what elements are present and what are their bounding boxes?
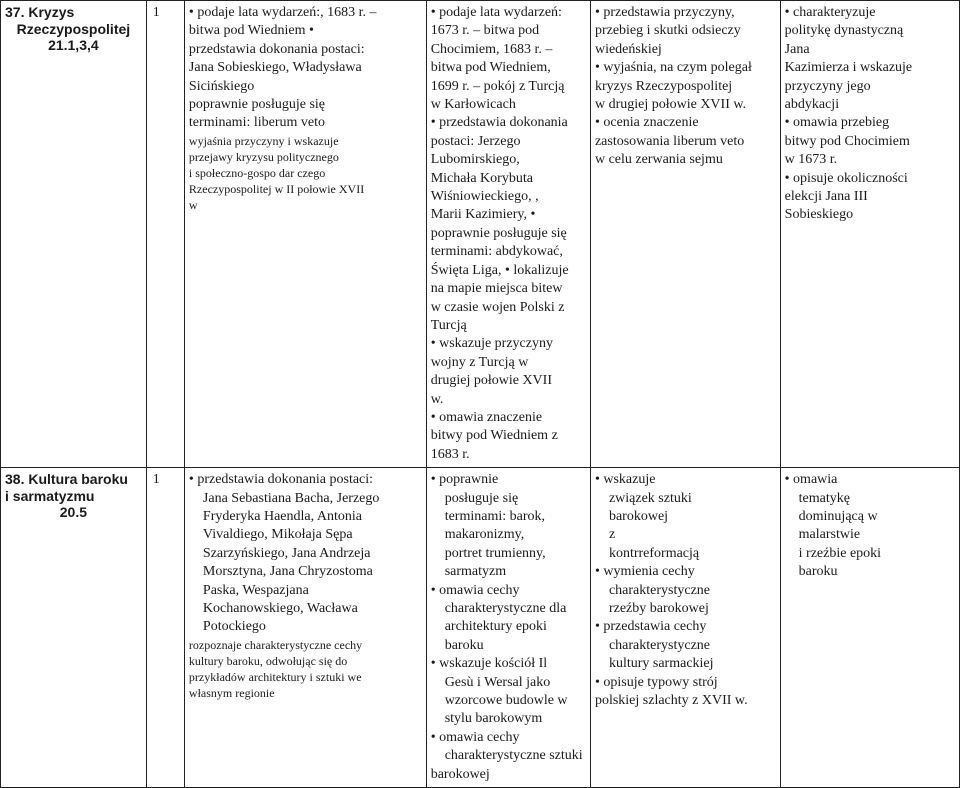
text-line: przedstawia dokonania postaci:: [188, 41, 365, 57]
requirements-basic-cell: [184, 1, 426, 468]
topic-line: 38. Kultura baroku: [5, 471, 128, 488]
topic-line: i sarmatyzmu: [5, 487, 95, 504]
text-line: • wskazuje kościół Il: [430, 656, 548, 672]
text-line: posługuje się: [444, 490, 519, 506]
text-line: Sicińskiego: [188, 78, 255, 94]
text-line: kryzys Rzeczypospolitej: [594, 78, 733, 94]
text-line: przykładów architektury i sztuki we: [188, 669, 362, 684]
text-line: polskiej szlachty z XVII w.: [594, 693, 748, 709]
text-line: charakterystyczne: [608, 637, 711, 653]
text-line: politykę dynastyczną: [784, 23, 904, 39]
hours-value: 1: [152, 5, 160, 20]
text-line: wojny z Turcją w: [430, 354, 529, 370]
text-line: Michała Korybuta: [430, 170, 533, 186]
text-line: 1673 r. – bitwa pod: [430, 23, 540, 39]
hours-cell: [146, 468, 184, 788]
requirements-basic-cell: [184, 468, 426, 788]
text-line: abdykacji: [784, 97, 840, 113]
text-line: sarmatyzm: [444, 564, 507, 580]
text-line: • poprawnie: [430, 472, 499, 488]
text-line: Vivaldiego, Mikołaja Sępa: [202, 527, 353, 543]
text-line: • omawia cechy: [430, 729, 520, 745]
topic-line: Rzeczypospolitej: [16, 20, 131, 37]
text-line: stylu barokowym: [444, 711, 543, 727]
text-line: Święta Liga, • lokalizuje: [430, 262, 569, 278]
text-line: kontrreformacją: [608, 545, 700, 561]
text-line: bitwa pod Wiedniem,: [430, 60, 551, 76]
text-line: drugiej połowie XVII: [430, 373, 552, 389]
text-line: • przedstawia dokonania postaci:: [188, 472, 374, 488]
text-line: w.: [430, 391, 444, 407]
text-line: • opisuje typowy strój: [594, 674, 718, 690]
text-line: • podaje lata wydarzeń:, 1683 r. –: [188, 5, 377, 20]
text-line: tematykę: [798, 490, 850, 506]
text-line: Turcją: [430, 317, 467, 333]
text-line: w drugiej połowie XVII w.: [594, 97, 747, 113]
hours-cell: [146, 1, 184, 468]
text-line: • charakteryzuje: [784, 5, 876, 20]
text-line: na mapie miejsca bitew: [430, 281, 563, 297]
text-line: Jana Sebastiana Bacha, Jerzego: [202, 490, 380, 506]
requirements-sufficient-cell: [426, 468, 590, 788]
requirements-sufficient-cell: [426, 1, 590, 468]
topic-line: 37. Kryzys: [5, 4, 75, 20]
text-line: bitwa pod Wiedniem •: [188, 23, 314, 39]
text-line: charakterystyczne dla: [444, 601, 567, 616]
text-line: • ocenia znaczenie: [594, 115, 699, 131]
text-line: • wskazuje: [594, 472, 656, 488]
text-line: wzorcowe budowle w: [444, 693, 568, 709]
text-line: charakterystyczne: [608, 582, 711, 598]
text-line: zastosowania liberum veto: [594, 133, 745, 149]
topic-line: 20.5: [59, 504, 87, 521]
text-line: Gesù i Wersal jako: [444, 674, 551, 690]
text-line: • podaje lata wydarzeń:: [430, 5, 562, 20]
text-line: • omawia przebieg: [784, 115, 890, 131]
topic-line: 21.1,3,4: [48, 37, 99, 53]
text-line: w czasie wojen Polski z: [430, 299, 565, 315]
text-line: Potockiego: [202, 619, 266, 635]
requirements-very-good-cell: [780, 468, 959, 788]
text-line: • przedstawia dokonania: [430, 115, 568, 131]
text-line: portret trumienny,: [444, 545, 546, 561]
text-line: • przedstawia przyczyny,: [594, 5, 735, 20]
text-line: Jana: [784, 41, 810, 57]
text-line: • omawia: [784, 472, 838, 488]
table-row: [1, 1, 960, 468]
text-line: Fryderyka Haendla, Antonia: [202, 508, 362, 524]
text-line: dominującą w: [798, 508, 878, 524]
text-line: baroku: [444, 637, 484, 653]
text-line: • omawia znaczenie: [430, 409, 543, 425]
text-line: przyczyny jego: [784, 78, 871, 94]
text-line: związek sztuki: [608, 490, 692, 506]
text-line: w: [188, 197, 198, 212]
text-line: baroku: [798, 564, 838, 580]
text-line: 1683 r.: [430, 446, 470, 462]
hours-value: 1: [152, 472, 160, 488]
text-line: w 1673 r.: [784, 152, 838, 168]
text-line: malarstwie: [798, 527, 861, 543]
text-line: rzeźby barokowej: [608, 601, 709, 616]
text-line: architektury epoki: [444, 619, 547, 635]
text-line: kultury baroku, odwołując się do: [188, 653, 348, 668]
text-line: bitwy pod Chocimiem: [784, 133, 910, 149]
text-line: • opisuje okoliczności: [784, 170, 908, 186]
text-line: Paska, Wespazjana: [202, 582, 309, 598]
text-line: własnym regionie: [188, 685, 275, 700]
text-line: rozpoznaje charakterystyczne cechy: [188, 637, 363, 652]
text-line: Sobieskiego: [784, 207, 854, 223]
text-line: • wyjaśnia, na czym polegał: [594, 60, 752, 76]
text-line: terminami: liberum veto: [188, 115, 325, 131]
text-line: Rzeczypospolitej w II połowie XVII: [188, 181, 365, 196]
text-line: terminami: barok,: [444, 508, 545, 524]
text-line: terminami: abdykować,: [430, 244, 563, 260]
text-line: Kochanowskiego, Wacława: [202, 601, 358, 616]
text-line: w Karłowicach: [430, 97, 516, 113]
text-line: przejawy kryzysu politycznego: [188, 149, 339, 164]
text-line: barokowej: [608, 508, 669, 524]
text-line: i rzeźbie epoki: [798, 545, 882, 561]
text-line: Jana Sobieskiego, Władysława: [188, 60, 362, 76]
text-line: Lubomirskiego,: [430, 152, 520, 168]
requirements-good-cell: [590, 1, 780, 468]
text-line: bitwy pod Wiedniem z: [430, 428, 558, 444]
text-line: elekcji Jana III: [784, 189, 868, 205]
text-line: z: [608, 527, 616, 543]
text-line: Szarzyńskiego, Jana Andrzeja: [202, 545, 371, 561]
requirements-good-cell: [590, 468, 780, 788]
text-line: w celu zerwania sejmu: [594, 152, 723, 168]
text-line: i społeczno-gospo dar czego: [188, 165, 326, 180]
text-line: 1699 r. – pokój z Turcją: [430, 78, 565, 94]
text-line: poprawnie posługuje się: [188, 97, 326, 113]
text-line: Wiśniowieckiego, ,: [430, 189, 539, 205]
table-row: [1, 468, 960, 788]
text-line: postaci: Jerzego: [430, 133, 521, 149]
text-line: przebieg i skutki odsieczy: [594, 23, 741, 39]
text-line: • wskazuje przyczyny: [430, 336, 553, 352]
text-line: poprawnie posługuje się: [430, 225, 567, 241]
text-line: wyjaśnia przyczyny i wskazuje: [188, 133, 339, 148]
text-line: Chocimiem, 1683 r. –: [430, 41, 553, 57]
requirements-very-good-cell: [780, 1, 959, 468]
text-line: kultury sarmackiej: [608, 656, 714, 672]
topic-cell: [1, 1, 147, 468]
text-line: • wymienia cechy: [594, 564, 695, 580]
text-line: Marii Kazimiery, •: [430, 207, 536, 223]
text-line: wiedeńskiej: [594, 41, 662, 57]
text-line: • omawia cechy: [430, 582, 520, 598]
text-line: makaronizmy,: [444, 527, 525, 543]
text-line: Morsztyna, Jana Chryzostoma: [202, 564, 373, 580]
text-line: • przedstawia cechy: [594, 619, 707, 635]
text-line: barokowej: [430, 766, 490, 782]
text-line: Kazimierza i wskazuje: [784, 60, 913, 76]
topic-cell: [1, 468, 147, 788]
text-line: charakterystyczne sztuki: [444, 748, 583, 764]
